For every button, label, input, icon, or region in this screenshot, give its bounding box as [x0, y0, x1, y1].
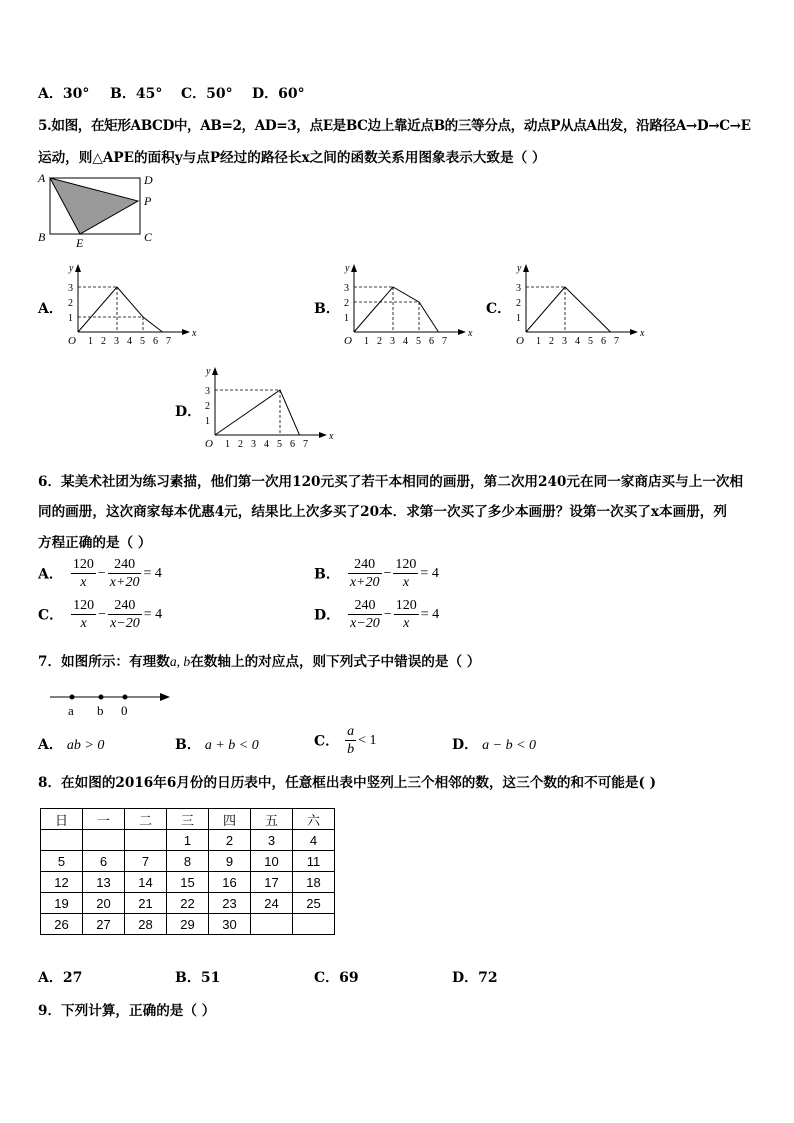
- x-tick-label: 3: [251, 439, 256, 450]
- calendar-cell: 1: [167, 830, 209, 851]
- calendar-cell: 9: [209, 851, 251, 872]
- calendar-header-cell: 日: [41, 809, 83, 830]
- calendar-cell: 18: [293, 872, 335, 893]
- y-axis-label: y: [206, 366, 211, 377]
- x-tick-label: 2: [238, 439, 243, 450]
- q8-stem: 8．在如图的2016年6月份的日历表中，任意框出表中竖列上三个相邻的数，这三个数的和不可能是( ): [38, 775, 657, 791]
- y-axis-label: y: [69, 263, 74, 274]
- q5-stem-line2: 运动，则△APE的面积y与点P经过的路径长x之间的函数关系用图象表示大致是（ ）: [38, 150, 546, 166]
- y-tick-label: 3: [68, 283, 73, 294]
- x-tick-label: 3: [562, 336, 567, 347]
- calendar-row: [41, 872, 335, 893]
- q7-option-c: C． $\frac{a}{b}$ < 1: [314, 724, 377, 757]
- calendar-header-cell: 六: [293, 809, 335, 830]
- calendar-cell: 10: [251, 851, 293, 872]
- calendar-header-cell: 一: [83, 809, 125, 830]
- y-axis-arrow: [75, 264, 81, 272]
- calendar-cell: 17: [251, 872, 293, 893]
- calendar-cell: 27: [83, 914, 125, 935]
- label-c: C: [144, 230, 153, 244]
- q8-option-d: D．72: [452, 970, 498, 986]
- y-tick-label: 3: [516, 283, 521, 294]
- x-tick-label: 1: [364, 336, 369, 347]
- x-axis-label: x: [468, 328, 473, 339]
- calendar-row: [41, 851, 335, 872]
- q9-stem: 9．下列计算，正确的是（ ）: [38, 1003, 216, 1019]
- x-axis-arrow: [319, 432, 327, 438]
- x-tick-label: 1: [536, 336, 541, 347]
- x-tick-label: 7: [166, 336, 171, 347]
- x-tick-label: 7: [303, 439, 308, 450]
- x-tick-label: 5: [140, 336, 145, 347]
- y-tick-label: 2: [344, 298, 349, 309]
- label-e: E: [76, 236, 84, 250]
- x-tick-label: 2: [377, 336, 382, 347]
- calendar-cell: 15: [167, 872, 209, 893]
- x-tick-label: 2: [101, 336, 106, 347]
- calendar-cell: 11: [293, 851, 335, 872]
- calendar-cell: 2: [209, 830, 251, 851]
- x-tick-label: 3: [390, 336, 395, 347]
- x-tick-label: 2: [549, 336, 554, 347]
- x-tick-label: 5: [588, 336, 593, 347]
- function-line: [526, 287, 611, 332]
- point-a: a: [68, 703, 74, 718]
- point-b: b: [97, 703, 104, 718]
- function-line: [215, 390, 300, 435]
- calendar-header-cell: 五: [251, 809, 293, 830]
- y-tick-label: 2: [516, 298, 521, 309]
- y-axis-arrow: [212, 367, 218, 375]
- q7-option-b: B． a + b < 0: [175, 737, 259, 753]
- q5-stem-line1: 5.如图，在矩形ABCD中，AB=2，AD=3，点E是BC边上靠近点B的三等分点，动点P从点A出发，沿路径A→D→C→E: [38, 118, 751, 134]
- y-tick-label: 3: [205, 386, 210, 397]
- calendar-row: [41, 893, 335, 914]
- q4-option-c: C．50°: [181, 86, 233, 102]
- x-tick-label: 4: [403, 336, 408, 347]
- q4-option-b: B．45°: [110, 86, 163, 102]
- q5-graph-b: [334, 262, 473, 348]
- calendar-cell: 29: [167, 914, 209, 935]
- calendar-cell: 30: [209, 914, 251, 935]
- calendar-cell: 14: [125, 872, 167, 893]
- x-tick-label: 6: [601, 336, 606, 347]
- calendar-cell: [251, 914, 293, 935]
- x-tick-label: 4: [264, 439, 269, 450]
- calendar-cell: 4: [293, 830, 335, 851]
- calendar-header-cell: 二: [125, 809, 167, 830]
- x-tick-label: 6: [153, 336, 158, 347]
- q4-option-a: A．30°: [38, 86, 90, 102]
- y-axis-arrow: [523, 264, 529, 272]
- calendar-row: [41, 914, 335, 935]
- q7-stem: 7．如图所示：有理数a, b在数轴上的对应点，则下列式子中错误的是（ ）: [38, 654, 481, 670]
- origin-label: O: [516, 335, 524, 347]
- q6-option-d: D． $\frac{240}{x-20}$ − $\frac{120}{x}$ = 4: [314, 598, 440, 631]
- function-line: [354, 287, 439, 332]
- y-tick-label: 1: [205, 416, 210, 427]
- x-axis-label: x: [192, 328, 197, 339]
- q8-option-a: A．27: [38, 970, 83, 986]
- calendar-header-cell: 四: [209, 809, 251, 830]
- x-axis-arrow: [182, 329, 190, 335]
- origin-label: O: [68, 335, 76, 347]
- q5-graph-c: [506, 262, 645, 348]
- calendar-cell: 21: [125, 893, 167, 914]
- y-tick-label: 3: [344, 283, 349, 294]
- q8-option-c: C．69: [314, 970, 359, 986]
- origin-label: O: [344, 335, 352, 347]
- q5-rectangle-figure: [34, 170, 164, 250]
- calendar-cell: 23: [209, 893, 251, 914]
- q6-stem-line1: 6．某美术社团为练习素描，他们第一次用120元买了若干本相同的画册，第二次用240元在同一家商店买与上一次相: [38, 474, 744, 490]
- calendar-cell: [293, 914, 335, 935]
- calendar-cell: 8: [167, 851, 209, 872]
- calendar-cell: 19: [41, 893, 83, 914]
- q6-stem-line2: 同的画册，这次商家每本优惠4元，结果比上次多买了20本．求第一次买了多少本画册？设第一次买了x本画册，列: [38, 504, 727, 520]
- calendar-table: [40, 808, 335, 935]
- label-d: D: [144, 173, 153, 187]
- q6-option-b: B． $\frac{240}{x+20}$ − $\frac{120}{x}$ = 4: [314, 557, 439, 590]
- calendar-row: [41, 830, 335, 851]
- y-tick-label: 2: [68, 298, 73, 309]
- y-tick-label: 1: [68, 313, 73, 324]
- calendar-cell: 13: [83, 872, 125, 893]
- calendar-header-row: [41, 809, 335, 830]
- calendar-cell: 6: [83, 851, 125, 872]
- label-b: B: [38, 230, 46, 244]
- calendar-header-cell: 三: [167, 809, 209, 830]
- calendar-cell: [83, 830, 125, 851]
- x-tick-label: 5: [416, 336, 421, 347]
- calendar-cell: 20: [83, 893, 125, 914]
- y-axis-label: y: [345, 263, 350, 274]
- label-a: A: [38, 171, 46, 185]
- calendar-cell: [41, 830, 83, 851]
- x-tick-label: 1: [225, 439, 230, 450]
- x-axis-arrow: [458, 329, 466, 335]
- calendar-cell: [125, 830, 167, 851]
- y-tick-label: 2: [205, 401, 210, 412]
- calendar-cell: 28: [125, 914, 167, 935]
- q5-option-c-label: C．: [486, 301, 512, 317]
- calendar-cell: 24: [251, 893, 293, 914]
- x-tick-label: 4: [127, 336, 132, 347]
- q6-stem-line3: 方程正确的是（ ）: [38, 535, 152, 551]
- calendar-cell: 22: [167, 893, 209, 914]
- x-tick-label: 4: [575, 336, 580, 347]
- calendar-cell: 16: [209, 872, 251, 893]
- x-tick-label: 1: [88, 336, 93, 347]
- q5-option-d-label: D．: [175, 404, 202, 420]
- x-tick-label: 7: [614, 336, 619, 347]
- q7-option-d: D． a − b < 0: [452, 737, 537, 753]
- calendar-cell: 12: [41, 872, 83, 893]
- q7-number-line: [48, 688, 178, 720]
- y-tick-label: 1: [516, 313, 521, 324]
- calendar-cell: 25: [293, 893, 335, 914]
- x-axis-arrow: [630, 329, 638, 335]
- x-tick-label: 5: [277, 439, 282, 450]
- y-axis-arrow: [351, 264, 357, 272]
- x-axis-label: x: [640, 328, 645, 339]
- calendar-cell: 26: [41, 914, 83, 935]
- calendar-cell: 5: [41, 851, 83, 872]
- y-axis-label: y: [517, 263, 522, 274]
- x-tick-label: 6: [429, 336, 434, 347]
- label-p: P: [144, 194, 152, 208]
- q7-option-a: A． ab > 0: [38, 737, 105, 753]
- q5-option-a-label: A．: [38, 301, 63, 317]
- q4-option-d: D．60°: [252, 86, 305, 102]
- q5-graph-d: [195, 365, 334, 451]
- x-tick-label: 3: [114, 336, 119, 347]
- origin-label: O: [205, 438, 213, 450]
- x-tick-label: 7: [442, 336, 447, 347]
- calendar-cell: 3: [251, 830, 293, 851]
- function-line: [78, 287, 163, 332]
- q6-option-c: C． $\frac{120}{x}$ − $\frac{240}{x-20}$ = 4: [38, 598, 163, 631]
- point-zero: 0: [121, 703, 128, 718]
- q5-graph-a: [58, 262, 197, 348]
- q8-option-b: B．51: [175, 970, 221, 986]
- q6-option-a: A． $\frac{120}{x}$ − $\frac{240}{x+20}$ = 4: [38, 557, 162, 590]
- y-tick-label: 1: [344, 313, 349, 324]
- x-axis-label: x: [329, 431, 334, 442]
- x-tick-label: 6: [290, 439, 295, 450]
- calendar-cell: 7: [125, 851, 167, 872]
- q5-option-b-label: B．: [314, 301, 340, 317]
